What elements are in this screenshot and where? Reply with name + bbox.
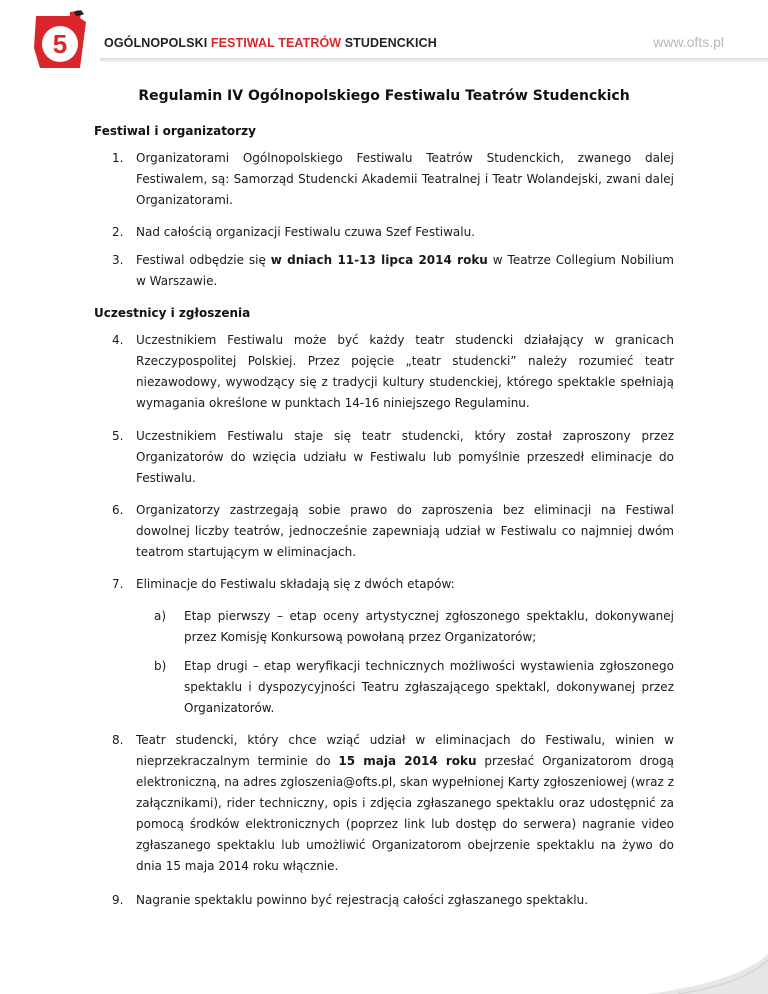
list-item-2	[94, 222, 674, 243]
item-text: Eliminacje do Festiwalu składają się z dwóch etapów:	[136, 577, 455, 591]
item-number: 6.	[112, 503, 124, 517]
brand-part-3: STUDENCKICH	[344, 36, 437, 50]
logo-number: 5	[52, 29, 68, 59]
sub-item-text: Etap drugi – etap weryfikacji technicznych możliwości wystawienia zgłoszonego spektaklu i dyspozycyjności Teatru zgłaszającego spektakl, dokonywanej przez Organizatorów.	[184, 659, 674, 715]
item-text: Nad całością organizacji Festiwalu czuwa Szef Festiwalu.	[136, 225, 476, 239]
header-divider	[100, 58, 768, 62]
brand-part-2: FESTIWAL TEATRÓW	[210, 36, 345, 50]
list-item-6	[94, 500, 674, 563]
item-number: 8.	[112, 733, 124, 747]
item-number: 1.	[112, 151, 124, 165]
list-item-4	[94, 330, 674, 414]
website-link[interactable]: www.ofts.pl	[653, 34, 724, 50]
document-title: Regulamin IV Ogólnopolskiego Festiwalu Teatrów Studenckich	[138, 88, 630, 104]
list-item-1	[94, 148, 674, 211]
sub-item-text: Etap pierwszy – etap oceny artystycznej zgłoszonego spektaklu, dokonywanej przez Komisję Konkursową powołaną przez Organizatorów;	[184, 609, 674, 644]
festival-logo	[30, 8, 90, 72]
item-text: Uczestnikiem Festiwalu staje się teatr studencki, który został zaproszony przez Organizatorów do wzięcia udziału w Festiwalu lub pomyślnie przeszedł eliminacje do Festiwalu.	[136, 429, 674, 485]
brand-name	[104, 36, 437, 50]
sub-item-letter: b)	[154, 659, 167, 673]
item-number: 4.	[112, 333, 124, 347]
item-text: Uczestnikiem Festiwalu może być każdy teatr studencki działający w granicach Rzeczypospolitej Polskiej. Przez pojęcie „teatr studencki” należy rozumieć teatr niezawodowy, wywodzący się z tradycji kultury studenckiej, którego spektakle spełniają wymagania określone w punktach 14-16 niniejszego Regulaminu.	[136, 333, 674, 410]
list-item-7	[94, 574, 674, 595]
item-number: 7.	[112, 577, 124, 591]
page-curl-decoration	[648, 954, 768, 994]
item-number: 9.	[112, 893, 124, 907]
item-text: Festiwal odbędzie się w dniach 11-13 lipca 2014 roku w Teatrze Collegium Nobilium w Warszawie.	[136, 253, 674, 288]
list-item-8	[94, 730, 674, 877]
section-heading-participants: Uczestnicy i zgłoszenia	[94, 306, 251, 320]
page-header	[0, 0, 768, 80]
list-item-5	[94, 426, 674, 489]
sub-item-letter: a)	[154, 609, 167, 623]
item-text: Organizatorami Ogólnopolskiego Festiwalu Teatrów Studenckich, zwanego dalej Festiwalem, są: Samorząd Studencki Akademii Teatralnej i Teatr Wolandejski, zwani dalej Organizatorami.	[136, 151, 674, 207]
brand-part-1: OGÓLNOPOLSKI	[104, 36, 211, 50]
item-number: 2.	[112, 225, 124, 239]
list-item-9	[94, 890, 674, 911]
list-item-3	[94, 250, 674, 292]
item-text: Organizatorzy zastrzegają sobie prawo do zaproszenia bez eliminacji na Festiwal dowolnej liczby teatrów, jednocześnie zapewniają udział w Festiwalu co najmniej dwóm teatrom startującym w eliminacjach.	[136, 503, 674, 559]
sub-item-a	[94, 606, 674, 648]
item-number: 3.	[112, 253, 124, 267]
item-number: 5.	[112, 429, 124, 443]
item-text: Teatr studencki, który chce wziąć udział w eliminacjach do Festiwalu, winien w nieprzekraczalnym terminie do 15 maja 2014 roku przesłać Organizatorom drogą elektroniczną, na adres zgloszenia@ofts.pl, skan wypełnionej Karty zgłoszeniowej (wraz z załącznikami), rider techniczny, opis i zdjęcia zgłaszanego spektaklu oraz udostępnić za pomocą środków elektronicznych (poprzez link lub dostęp do serwera) nagranie video zgłaszanego spektaklu lub umożliwić Organizatorom obejrzenie spektaklu na żywo do dnia 15 maja 2014 roku włącznie.	[136, 733, 674, 873]
item-text: Nagranie spektaklu powinno być rejestracją całości zgłaszanego spektaklu.	[136, 893, 589, 907]
sub-item-b	[94, 656, 674, 719]
section-heading-organizers: Festiwal i organizatorzy	[94, 124, 256, 138]
